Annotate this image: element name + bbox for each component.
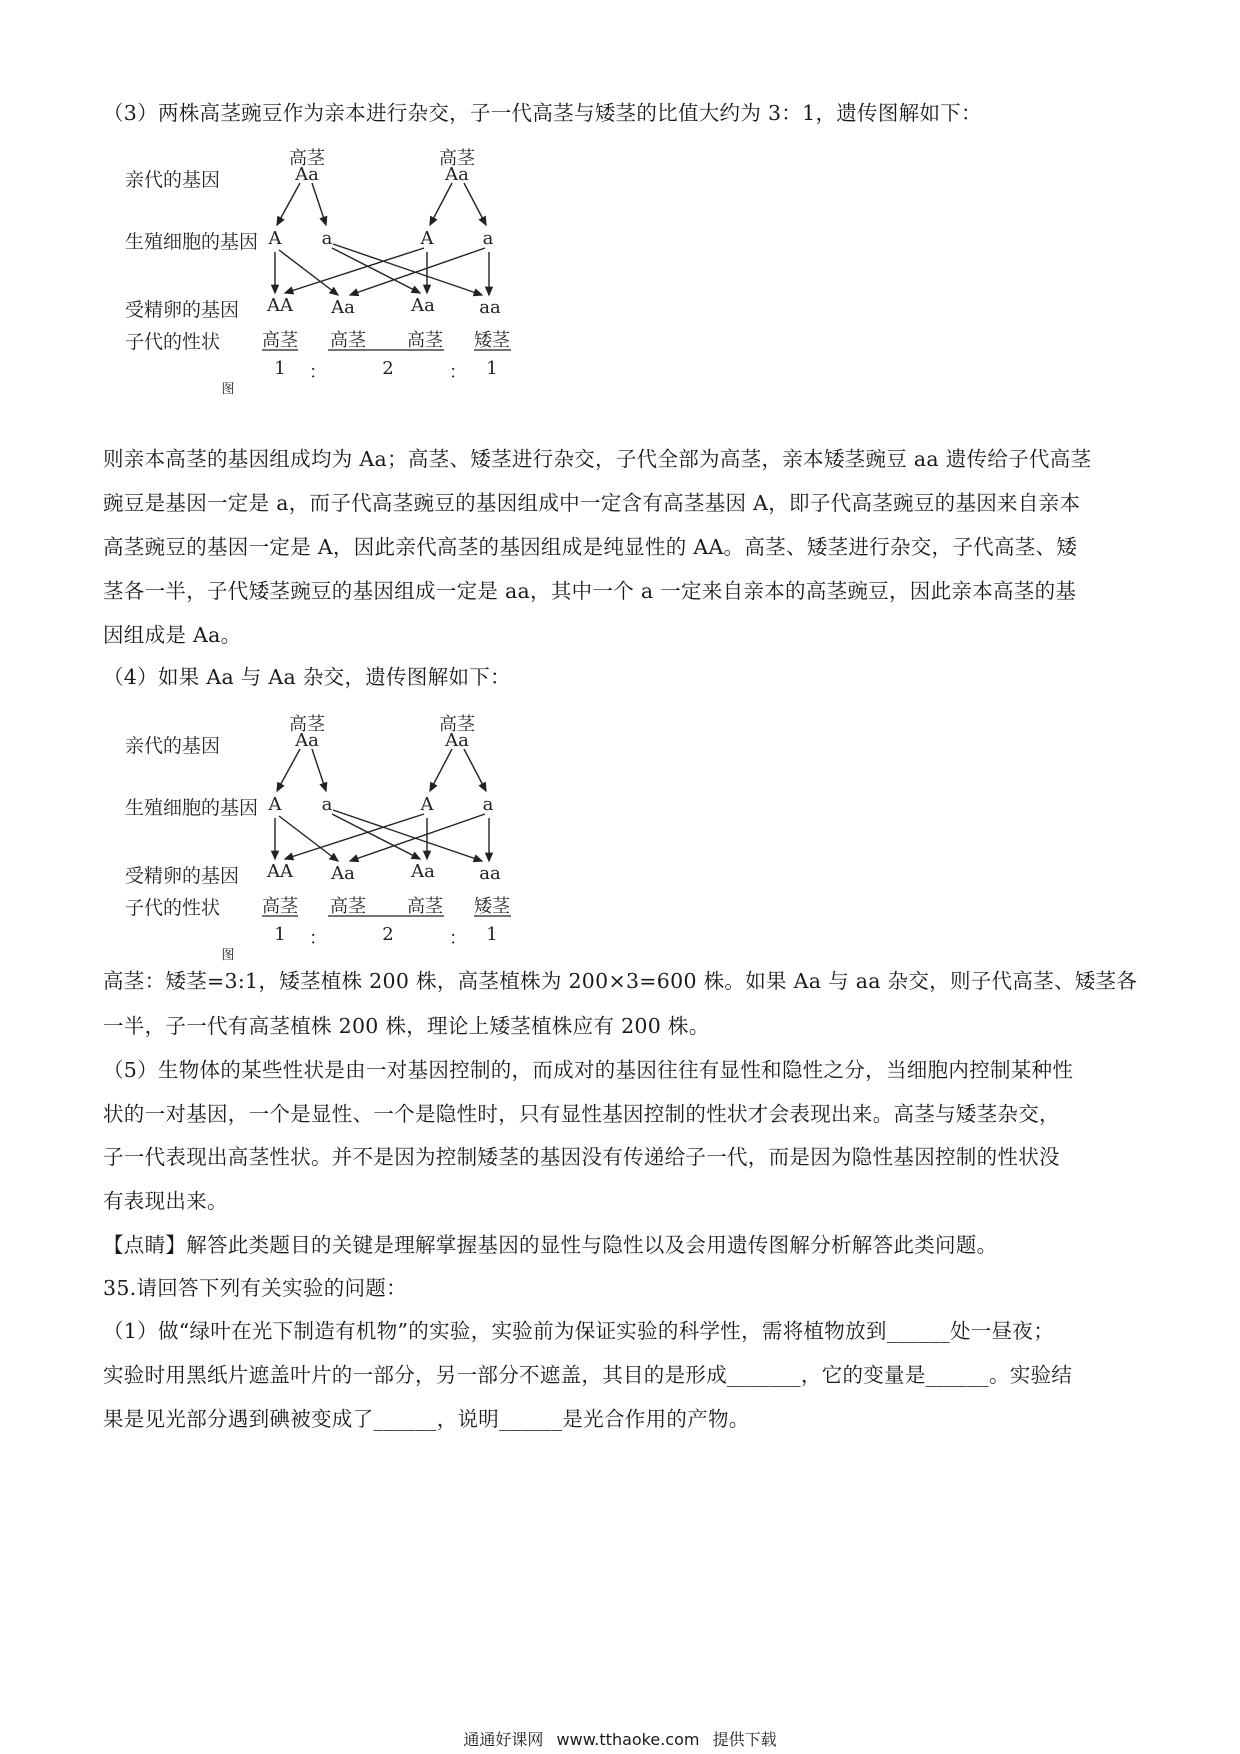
q3-line-2: 豌豆是基因一定是 a，而子代高茎豌豆的基因组成中一定含有高茎基因 A，即子代高茎豌豆的基因来自亲本 <box>103 491 1081 515</box>
offspring-4-trait: 矮茎 <box>474 330 510 351</box>
parent-2-trait: 高茎 <box>439 714 475 735</box>
ratio-1: 1 <box>274 924 286 945</box>
q3-intro: （3）两株高茎豌豆作为亲本进行杂交，子一代高茎与矮茎的比值大约为 3：1，遗传图解如下： <box>103 101 982 125</box>
gamete-2: a <box>321 794 333 815</box>
q4-line-2: 一半，子一代有高茎植株 200 株，理论上矮茎植株应有 200 株。 <box>103 1014 710 1038</box>
ratio-sep-1: ： <box>309 928 327 949</box>
zygote-1: AA <box>267 861 293 882</box>
offspring-4-trait: 矮茎 <box>474 896 510 917</box>
offspring-2-trait: 高茎 <box>330 330 366 351</box>
q5-line-4: 有表现出来。 <box>103 1189 228 1213</box>
zygote-2: Aa <box>331 297 355 318</box>
gamete-1: A <box>268 794 282 815</box>
q3-line-3: 高茎豌豆的基因一定是 A，因此亲代高茎的基因组成是纯显性的 AA。高茎、矮茎进行杂交，子代高茎、矮 <box>103 535 1078 559</box>
zygote-3: Aa <box>411 295 435 316</box>
row-label-zygote-genes: 受精卵的基因 <box>125 299 240 321</box>
diagram-arrows <box>130 706 600 963</box>
ratio-3: 1 <box>486 924 498 945</box>
gamete-4: a <box>482 228 494 249</box>
cut-caption: 图 <box>221 948 235 963</box>
gamete-2: a <box>321 228 333 249</box>
zygote-4: aa <box>479 863 501 884</box>
q3-line-1: 则亲本高茎的基因组成均为 Aa；高茎、矮茎进行杂交，子代全部为高茎，亲本矮茎豌豆 aa 遗传给子代高茎 <box>103 447 1092 471</box>
q5-line-2: 状的一对基因，一个是显性、一个是隐性时，只有显性基因控制的性状才会表现出来。高茎与矮茎杂交， <box>103 1102 1060 1126</box>
q35-1-line-2: 实验时用黑纸片遮盖叶片的一部分，另一部分不遮盖，其目的是形成_______，它的变量是______。实验结 <box>103 1363 1073 1387</box>
gamete-4: a <box>482 794 494 815</box>
offspring-3-trait: 高茎 <box>407 330 443 351</box>
row-label-gamete-genes: 生殖细胞的基因 <box>125 797 259 819</box>
dianjing-note: 【点睛】解答此类题目的关键是理解掌握基因的显性与隐性以及会用遗传图解分析解答此类问题。 <box>103 1233 998 1257</box>
zygote-4: aa <box>479 297 501 318</box>
ratio-sep-2: ： <box>449 928 467 949</box>
parent-1-genotype: Aa <box>295 730 319 751</box>
ratio-2: 2 <box>382 358 394 379</box>
diagram-arrows <box>130 140 600 397</box>
q3-line-5: 因组成是 Aa。 <box>103 623 242 647</box>
q4-line-1: 高茎：矮茎=3:1，矮茎植株 200 株，高茎植株为 200×3=600 株。如果 Aa 与 aa 杂交，则子代高茎、矮茎各 <box>103 969 1138 993</box>
q35-1-line-3: 果是见光部分遇到碘被变成了______，说明______是光合作用的产物。 <box>103 1407 750 1431</box>
row-label-zygote-genes: 受精卵的基因 <box>125 865 240 887</box>
q3-line-4: 茎各一半，子代矮茎豌豆的基因组成一定是 aa，其中一个 a 一定来自亲本的高茎豌豆，因此亲本高茎的基 <box>103 579 1077 603</box>
zygote-3: Aa <box>411 861 435 882</box>
footer-suffix: 提供下载 <box>712 1730 777 1749</box>
row-label-parent-genes: 亲代的基因 <box>125 735 221 757</box>
parent-2-trait: 高茎 <box>439 148 475 169</box>
row-label-gamete-genes: 生殖细胞的基因 <box>125 231 259 253</box>
offspring-1-trait: 高茎 <box>262 896 298 917</box>
zygote-2: Aa <box>331 863 355 884</box>
row-label-parent-genes: 亲代的基因 <box>125 169 221 191</box>
gamete-3: A <box>420 794 434 815</box>
footer-url: www.tthaoke.com <box>556 1730 700 1749</box>
page-footer <box>0 1727 1240 1750</box>
offspring-2-trait: 高茎 <box>330 896 366 917</box>
q35-title: 35.请回答下列有关实验的问题： <box>103 1276 407 1300</box>
q4-intro: （4）如果 Aa 与 Aa 杂交，遗传图解如下： <box>103 665 511 689</box>
parent-2-genotype: Aa <box>445 730 469 751</box>
ratio-sep-2: ： <box>449 362 467 383</box>
parent-2-genotype: Aa <box>445 164 469 185</box>
offspring-3-trait: 高茎 <box>407 896 443 917</box>
row-label-offspring-traits: 子代的性状 <box>125 897 221 919</box>
parent-1-genotype: Aa <box>295 164 319 185</box>
ratio-sep-1: ： <box>309 362 327 383</box>
q5-line-1: （5）生物体的某些性状是由一对基因控制的，而成对的基因往往有显性和隐性之分，当细胞内控制某种性 <box>103 1058 1074 1082</box>
ratio-2: 2 <box>382 924 394 945</box>
q5-line-3: 子一代表现出高茎性状。并不是因为控制矮茎的基因没有传递给子一代，而是因为隐性基因控制的性状没 <box>103 1145 1060 1169</box>
offspring-1-trait: 高茎 <box>262 330 298 351</box>
genetic-diagram-q3 <box>125 140 600 410</box>
cut-caption: 图 <box>221 382 235 397</box>
zygote-1: AA <box>267 295 293 316</box>
parent-1-trait: 高茎 <box>289 714 325 735</box>
gamete-1: A <box>268 228 282 249</box>
genetic-diagram-q4 <box>125 706 600 976</box>
parent-1-trait: 高茎 <box>289 148 325 169</box>
row-label-offspring-traits: 子代的性状 <box>125 331 221 353</box>
q35-1-line-1: （1）做“绿叶在光下制造有机物”的实验，实验前为保证实验的科学性，需将植物放到______处一昼夜； <box>103 1319 1055 1343</box>
gamete-3: A <box>420 228 434 249</box>
footer-site-name: 通通好课网 <box>463 1730 544 1749</box>
ratio-3: 1 <box>486 358 498 379</box>
ratio-1: 1 <box>274 358 286 379</box>
